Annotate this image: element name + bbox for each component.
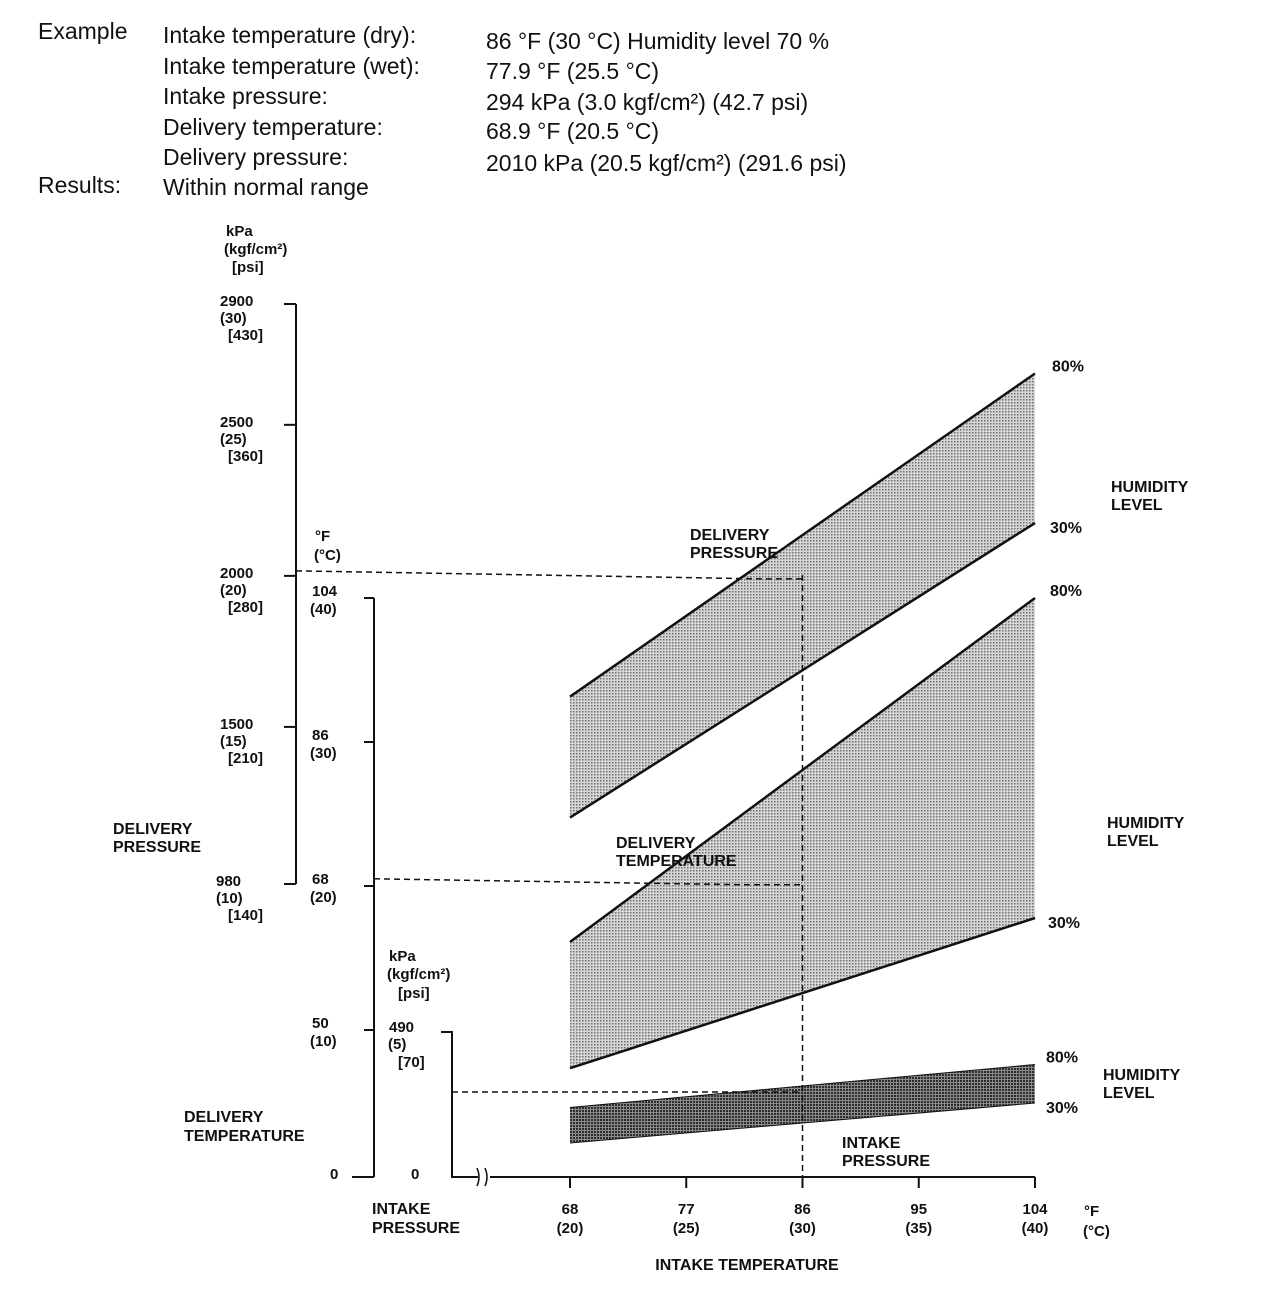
band-humidity-label: LEVEL (1107, 833, 1159, 850)
delivery-temperature-tick-f: 86 (312, 727, 329, 744)
results-heading: Results: (38, 172, 122, 198)
delivery-temperature-tick-f: 68 (312, 871, 329, 888)
intake-pressure-unit-kgf: (kgf/cm²) (387, 966, 451, 983)
delivery-pressure-tick-psi: [210] (228, 749, 264, 767)
delivery-temperature-axis-title: TEMPERATURE (184, 1128, 305, 1145)
example-row-value: 86 °F (30 °C) Humidity level 70 % (486, 28, 830, 54)
intake-pressure-axis-title: INTAKE (372, 1201, 431, 1218)
band-upper-percent-label: 80% (1046, 1049, 1079, 1067)
delivery-pressure-axis-title: PRESSURE (113, 839, 202, 856)
delivery-pressure-tick-kgf: (10) (216, 890, 243, 907)
band-humidity-label: LEVEL (1111, 497, 1163, 514)
band-humidity-label: HUMIDITY (1107, 815, 1185, 832)
intake-temperature-tick-c: (35) (905, 1220, 933, 1237)
example-heading: Example (38, 18, 128, 44)
delivery-temperature-tick-c: (20) (310, 889, 337, 906)
example-row-label: Intake temperature (wet): (163, 53, 420, 79)
axis-break-mark (477, 1168, 487, 1186)
intake-pressure-tick-kpa: 0 (411, 1166, 420, 1183)
intake-temperature-tick-f: 86 (794, 1201, 811, 1218)
intake-temperature-tick-c: (40) (1021, 1220, 1049, 1237)
band-name-label: PRESSURE (842, 1153, 931, 1170)
guide-delivery-pressure (296, 571, 803, 579)
delivery-pressure-axis-title: DELIVERY (113, 821, 193, 838)
delivery-temperature-axis-title: DELIVERY (184, 1109, 264, 1126)
delivery-temperature-tick-f: 104 (312, 583, 338, 600)
delivery-pressure-tick-psi: [140] (228, 907, 264, 924)
delivery-temperature-unit-f: °F (315, 528, 331, 545)
delivery-pressure-unit-psi: [psi] (232, 259, 264, 276)
intake-temperature-axis-title: INTAKE TEMPERATURE (655, 1257, 839, 1274)
band-upper-percent-label: 80% (1050, 583, 1083, 600)
intake-pressure-axis-line (441, 1032, 478, 1177)
band-humidity-label: LEVEL (1103, 1085, 1155, 1102)
delivery-pressure-tick-kgf: (30) (220, 310, 247, 327)
band-lower-percent-label: 30% (1048, 915, 1081, 932)
intake-temperature-tick-f: 95 (910, 1201, 928, 1218)
delivery-pressure-tick-kpa: 980 (216, 873, 242, 890)
example-row-value: 77.9 °F (25.5 °C) (486, 58, 660, 84)
intake-temperature-tick-c: (30) (789, 1220, 816, 1237)
intake-temperature-tick-f: 77 (677, 1201, 695, 1218)
band-name-label: DELIVERY (690, 527, 770, 544)
intake-temperature-tick-f: 68 (561, 1201, 579, 1218)
intake-pressure-unit-psi: [psi] (398, 985, 430, 1002)
delivery-temperature-unit-c: (°C) (314, 547, 341, 564)
example-row-value: 294 kPa (3.0 kgf/cm²) (42.7 psi) (486, 89, 809, 115)
example-row-label: Delivery temperature: (163, 114, 383, 140)
band-name-label: INTAKE (842, 1135, 901, 1152)
intake-temperature-unit-f: °F (1084, 1203, 1100, 1220)
results-value: Within normal range (163, 174, 369, 200)
intake-temperature-tick-c: (25) (672, 1220, 700, 1237)
delivery-temperature-tick-f: 0 (330, 1166, 339, 1183)
intake-temperature-tick-c: (20) (556, 1220, 584, 1237)
delivery-temperature-tick-f: 50 (312, 1015, 329, 1032)
delivery-pressure-unit-kgf: (kgf/cm²) (224, 241, 288, 258)
delivery-pressure-tick-kgf: (15) (220, 732, 247, 750)
delivery-pressure-tick-kpa: 2900 (220, 293, 254, 310)
band-name-label: TEMPERATURE (616, 853, 737, 870)
band-humidity-label: HUMIDITY (1103, 1067, 1181, 1084)
intake-pressure-axis-title: PRESSURE (372, 1220, 461, 1237)
delivery-pressure-tick-kpa: 2000 (220, 564, 254, 582)
intake-temperature-unit-c: (°C) (1083, 1223, 1110, 1240)
delivery-pressure-unit-kpa: kPa (226, 223, 253, 240)
delivery-pressure-tick-kpa: 1500 (220, 715, 254, 733)
delivery-pressure-tick-kgf: (25) (220, 430, 247, 448)
intake-pressure-tick-kgf: (5) (388, 1036, 407, 1053)
band-name-label: PRESSURE (690, 545, 779, 562)
band-name-label: DELIVERY (616, 835, 696, 852)
example-row-label: Intake temperature (dry): (163, 22, 417, 48)
delivery-pressure-tick-psi: [430] (228, 327, 264, 344)
example-row-value: 2010 kPa (20.5 kgf/cm²) (291.6 psi) (486, 150, 847, 176)
band-lower-percent-label: 30% (1050, 520, 1083, 538)
intake-pressure-tick-kpa: 490 (389, 1019, 415, 1036)
delivery-pressure-tick-kgf: (20) (220, 581, 247, 599)
intake-pressure-unit-kpa: kPa (389, 948, 416, 965)
intake-pressure-tick-psi: [70] (398, 1054, 425, 1071)
example-row-label: Delivery pressure: (163, 144, 349, 170)
delivery-pressure-tick-psi: [280] (228, 598, 264, 616)
example-row-label: Intake pressure: (163, 83, 328, 109)
delivery-pressure-tick-psi: [360] (228, 447, 264, 465)
band-humidity-label: HUMIDITY (1111, 479, 1189, 496)
example-row-value: 68.9 °F (20.5 °C) (486, 118, 660, 144)
intake-temperature-tick-f: 104 (1022, 1201, 1048, 1218)
delivery-pressure-tick-kpa: 2500 (220, 413, 254, 431)
band-upper-percent-label: 80% (1052, 358, 1085, 376)
delivery-temperature-tick-c: (40) (310, 601, 337, 618)
delivery-temperature-tick-c: (30) (310, 745, 337, 762)
delivery-temperature-tick-c: (10) (310, 1033, 337, 1050)
band-lower-percent-label: 30% (1046, 1100, 1079, 1118)
